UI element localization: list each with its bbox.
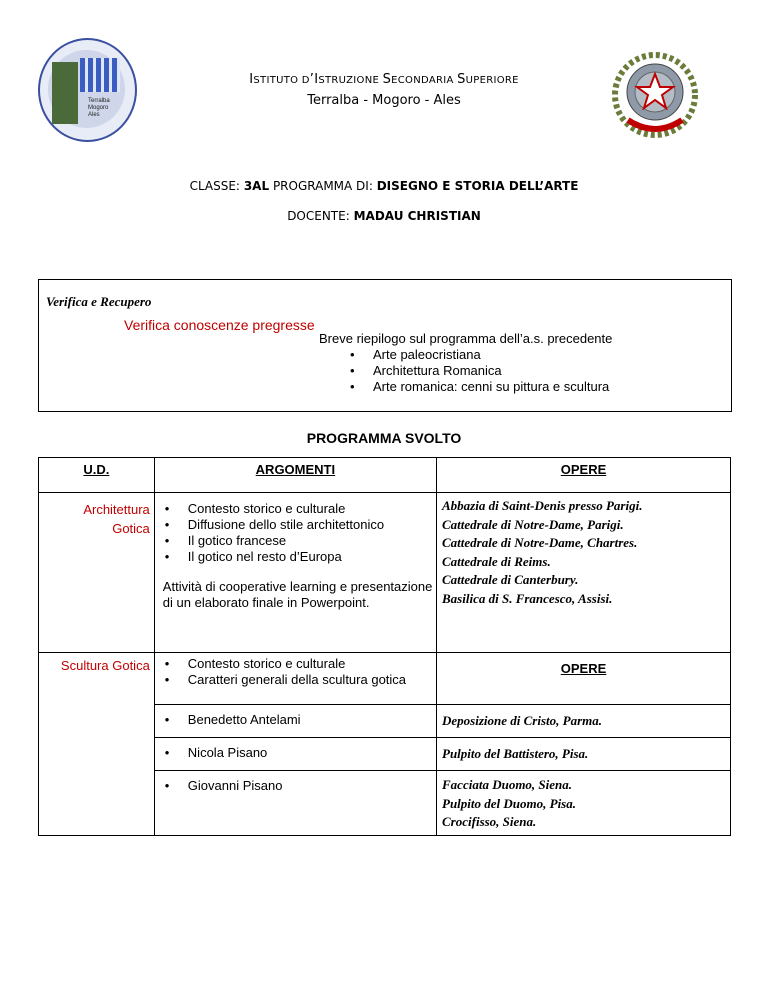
list-item: • Arte romanica: cenni su pittura e scultura — [340, 379, 609, 395]
header-ud: U.D. — [39, 458, 155, 493]
program-table — [38, 457, 731, 836]
list-item: • Il gotico francese — [155, 533, 436, 549]
list-item: • Il gotico nel resto d’Europa — [155, 549, 436, 565]
opere-subheader: OPERE — [437, 653, 731, 705]
list-item: • Architettura Romanica — [340, 363, 609, 379]
opere-cell: Deposizione di Cristo, Parma. — [437, 705, 731, 738]
program-heading: PROGRAMMA SVOLTO — [306, 430, 462, 446]
artist-cell — [154, 738, 436, 771]
topics-list — [155, 493, 436, 565]
verifica-list — [340, 347, 609, 395]
teacher-line: DOCENTE: MADAU CHRISTIAN — [287, 209, 481, 223]
argomenti-cell — [154, 493, 436, 653]
table-row — [39, 653, 731, 705]
list-item: • Caratteri generali della scultura gotica — [155, 672, 436, 688]
topics-list — [155, 653, 436, 688]
table-row — [39, 493, 731, 653]
opere-cell: Pulpito del Battistero, Pisa. — [437, 738, 731, 771]
list-item: • Benedetto Antelami — [155, 712, 436, 728]
artist-cell — [154, 771, 436, 836]
class-line: CLASSE: 3AL PROGRAMMA DI: DISEGNO E STORIA DELL’ARTE — [189, 179, 579, 193]
list-item: • Giovanni Pisano — [155, 778, 436, 794]
header-argomenti: ARGOMENTI — [154, 458, 436, 493]
opere-cell: Abbazia di Saint-Denis presso Parigi. Cattedrale di Notre-Dame, Parigi. Cattedrale di Notre-Dame, Chartres. Cattedrale di Reims. Cattedrale di Canterbury. Basilica di S. Francesco, Assisi. — [437, 493, 731, 653]
ud-architettura-gotica: Architettura Gotica — [39, 493, 155, 653]
argomenti-cell — [154, 653, 436, 705]
list-item: • Arte paleocristiana — [340, 347, 609, 363]
verifica-title: Verifica e Recupero — [46, 294, 152, 309]
institute-locations: Terralba - Mogoro - Ales — [307, 93, 461, 108]
list-item: • Contesto storico e culturale — [155, 656, 436, 672]
list-item: • Diffusione dello stile architettonico — [155, 517, 436, 533]
table-header-row — [39, 458, 731, 493]
institute-name: ISTITUTO D’ISTRUZIONE SECONDARIA SUPERIORE — [249, 72, 519, 87]
logo-text: Terralba Mogoro Ales — [88, 98, 110, 118]
activity-note: Attività di cooperative learning e presentazione di un elaborato finale in Powerpoint. — [162, 579, 433, 610]
artist-cell — [154, 705, 436, 738]
verifica-subtitle: Verifica conoscenze pregresse — [124, 317, 315, 333]
verifica-description: Breve riepilogo sul programma dell’a.s. precedente — [319, 331, 613, 346]
opere-cell: Facciata Duomo, Siena. Pulpito del Duomo, Pisa. Crocifisso, Siena. — [437, 771, 731, 836]
header-opere: OPERE — [437, 458, 731, 493]
school-logo — [38, 38, 137, 142]
ud-scultura-gotica: Scultura Gotica — [39, 653, 155, 836]
list-item: • Contesto storico e culturale — [155, 501, 436, 517]
list-item: • Nicola Pisano — [155, 745, 436, 761]
